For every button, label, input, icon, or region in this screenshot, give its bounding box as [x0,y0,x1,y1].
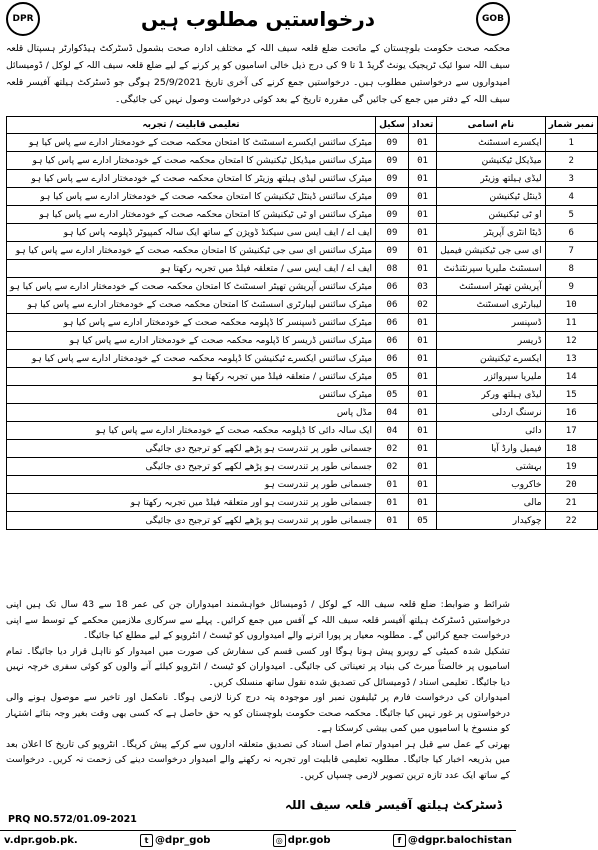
row-number: 12 [545,332,597,350]
post-name: او ٹی ٹیکنیشن [437,206,545,224]
row-number: 20 [545,476,597,494]
post-qualification: میٹرک سائنس ڈسپنسر کا ڈپلومہ محکمہ صحت کے خودمختار ادارے سے پاس کیا ہو [7,314,376,332]
table-row [7,422,598,440]
facebook-handle[interactable] [393,834,512,847]
instagram-icon: ◎ [273,834,286,847]
post-scale: 09 [376,242,409,260]
post-count: 01 [408,134,436,152]
post-qualification: میٹرک سائنس ایکسرے ٹیکنیشن کا ڈپلومہ محکمہ صحت کے خودمختار ادارے سے پاس کیا ہو [7,350,376,368]
row-number: 1 [545,134,597,152]
post-name: دائی [437,422,545,440]
post-count: 01 [408,368,436,386]
post-scale: 05 [376,368,409,386]
post-qualification: مڈل پاس [7,404,376,422]
table-row [7,170,598,188]
instagram-label: dpr.gob [287,835,331,846]
header-scale: سکیل [376,117,409,134]
row-number: 9 [545,278,597,296]
right-logo: GOB [476,2,510,36]
instagram-handle[interactable] [273,834,331,847]
post-count: 05 [408,512,436,530]
table-row [7,242,598,260]
post-qualification: میٹرک سائنس [7,386,376,404]
post-count: 01 [408,476,436,494]
header-no: نمبر شمار [545,117,597,134]
footer [0,830,516,850]
post-qualification: جسمانی طور پر تندرست ہو اور متعلقہ فیلڈ میں تجربہ رکھتا ہو [7,494,376,512]
post-qualification: میٹرک سائنس او ٹی ٹیکنیشن کا امتحان محکمہ صحت کے خودمختار ادارے سے پاس کیا ہو [7,206,376,224]
post-name: بہشتی [437,458,545,476]
post-count: 02 [408,296,436,314]
post-scale: 01 [376,476,409,494]
post-name: مالی [437,494,545,512]
post-count: 01 [408,170,436,188]
page-title: درخواستیں مطلوب ہیں [140,7,376,31]
post-count: 01 [408,224,436,242]
post-name: چوکیدار [437,512,545,530]
post-name: ڈریسر [437,332,545,350]
post-scale: 02 [376,458,409,476]
post-scale: 09 [376,224,409,242]
post-name: خاکروب [437,476,545,494]
post-qualification: جسمانی طور پر تندرست ہو [7,476,376,494]
row-number: 17 [545,422,597,440]
row-number: 10 [545,296,597,314]
table-row [7,206,598,224]
intro-paragraph: محکمہ صحت حکومت بلوچستان کے ماتحت ضلع قلعہ سیف اللہ کے مختلف ادارہ صحت بشمول ڈسٹرکٹ ہیڈکوارٹر ہسپتال قلعہ سیف اللہ سوا ئیک ٹریجیک یونٹ گریڈ 1 تا 9 کی درج ذیل خالی اسامیوں کو پر کرنے کے لیے ضلع قلعہ سیف اللہ کے لوکل / ڈومیسائل امیدواروں سے درخواستیں مطلوب ہیں۔ درخواستیں جمع کرنے کی آخری تاریخ 25/9/2021 ہوگی جو ڈسٹرکٹ ہیلتھ آفیسر قلعہ سیف اللہ کے دفتر میں جمع کی جائیں گی مقررہ تاریخ کے بعد کوئی درخواست وصول نہیں کی جائیگی۔ [6,43,510,105]
post-name: ایکسرے ٹیکنیشن [437,350,545,368]
table-row [7,332,598,350]
post-scale: 08 [376,260,409,278]
post-name: لیڈی ہیلتھ وزیٹر [437,170,545,188]
post-count: 01 [408,422,436,440]
facebook-icon: f [393,834,406,847]
post-scale: 06 [376,296,409,314]
table-header-row [7,117,598,134]
vacancies-table [6,116,598,530]
post-scale: 06 [376,332,409,350]
post-qualification: میٹرک سائنس / متعلقہ فیلڈ میں تجربہ رکھتا ہو [7,368,376,386]
table-row [7,476,598,494]
row-number: 3 [545,170,597,188]
terms-paragraph: امیدواران کی درخواست فارم پر ٹیلیفون نمبر اور موجودہ پتہ درج کرنا لازمی ہوگا۔ نامکمل اور تاخیر سے موصول ہونے والی درخواستوں پر غور نہیں کیا جائیگا۔ محکمہ صحت حکومت بلوچستان کو یہ حق حاصل ہے کہ کسی بھی وقت بغیر وجہ بتائے اشتہار کو منسوخ یا اسامیوں میں کمی بیشی کرسکتا ہے۔ [6,692,510,734]
post-count: 01 [408,332,436,350]
row-number: 14 [545,368,597,386]
post-count: 01 [408,242,436,260]
table-row [7,296,598,314]
row-number: 21 [545,494,597,512]
post-name: فیمیل وارڈ آیا [437,440,545,458]
post-scale: 01 [376,512,409,530]
post-scale: 01 [376,494,409,512]
post-qualification: جسمانی طور پر تندرست ہو پڑھے لکھے کو ترجیح دی جائیگی [7,440,376,458]
post-qualification: جسمانی طور پر تندرست ہو پڑھے لکھے کو ترجیح دی جائیگی [7,458,376,476]
table-row [7,224,598,242]
post-count: 01 [408,386,436,404]
post-qualification: میٹرک سائنس میڈیکل ٹیکنیشن کا امتحان محکمہ صحت کے خودمختار ادارے سے پاس کیا ہو [7,152,376,170]
post-name: آپریشن تھیٹر اسسٹنٹ [437,278,545,296]
row-number: 6 [545,224,597,242]
table-row [7,278,598,296]
table-row [7,512,598,530]
post-name: ایکسرے اسسٹنٹ [437,134,545,152]
post-qualification: میٹرک سائنس آپریشن تھیٹر اسسٹنٹ کا امتحان محکمہ صحت کے خودمختار ادارے سے پاس کیا ہو [7,278,376,296]
post-qualification: ایک سالہ دائی کا ڈپلومہ محکمہ صحت کے خودمختار ادارے سے پاس کیا ہو [7,422,376,440]
table-row [7,350,598,368]
row-number: 2 [545,152,597,170]
post-qualification: میٹرک سائنس لیبارٹری اسسٹنٹ کا امتحان محکمہ صحت کے خودمختار ادارے سے پاس کیا ہو [7,296,376,314]
post-qualification: میٹرک سائنس ڈریسر کا ڈپلومہ محکمہ صحت کے خودمختار ادارے سے پاس کیا ہو [7,332,376,350]
facebook-label: @dgpr.balochistan [407,835,512,846]
post-name: ملیریا سپروائزر [437,368,545,386]
table-row [7,386,598,404]
row-number: 7 [545,242,597,260]
post-name: ای سی جی ٹیکنیشن فیمیل [437,242,545,260]
post-name: میڈیکل ٹیکنیشن [437,152,545,170]
post-qualification: ایف اے / ایف ایس سی سیکنڈ ڈویژن کے ساتھ ایک سالہ کمپیوٹر ڈپلومہ پاس کیا ہو [7,224,376,242]
post-count: 01 [408,458,436,476]
post-scale: 09 [376,188,409,206]
terms-paragraph: بھرتی کے عمل سے قبل ہر امیدوار تمام اصل اسناد کی تصدیق متعلقہ اداروں سے کرکے پیش کریگا۔ انٹرویو کی تاریخ کا اعلان بعد میں بذریعہ اخبار کیا جائیگا۔ مطلوبہ تعلیمی قابلیت اور تجربہ نہ رکھنے والے امیدوار درخواست دینے کی زحمت نہ کریں۔ درخواست کے ساتھ ایک عدد تازہ ترین تصویر لازمی چسپاں کریں۔ [6,738,510,781]
post-qualification: جسمانی طور پر تندرست ہو پڑھے لکھے کو ترجیح دی جائیگی [7,512,376,530]
post-scale: 09 [376,152,409,170]
post-name: ڈسپنسر [437,314,545,332]
table-row [7,494,598,512]
table-row [7,134,598,152]
row-number: 5 [545,206,597,224]
table-row [7,458,598,476]
post-count: 01 [408,314,436,332]
table-row [7,404,598,422]
table-row [7,314,598,332]
signature: ڈسٹرکٹ ہیلتھ آفیسر قلعہ سیف اللہ [284,798,502,812]
post-scale: 04 [376,404,409,422]
post-scale: 09 [376,134,409,152]
post-qualification: ایف اے / ایف ایس سی / متعلقہ فیلڈ میں تجربہ رکھتا ہو [7,260,376,278]
post-qualification: میٹرک سائنس ای سی جی ٹیکنیشن کا امتحان محکمہ صحت کے خودمختار ادارے سے پاس کیا ہو [7,242,376,260]
header-name: نام اسامی [437,117,545,134]
post-scale: 06 [376,314,409,332]
row-number: 19 [545,458,597,476]
terms-section [6,597,510,783]
post-count: 01 [408,188,436,206]
table-row [7,368,598,386]
row-number: 15 [545,386,597,404]
post-count: 01 [408,206,436,224]
left-logo: DPR [6,2,40,36]
row-number: 8 [545,260,597,278]
post-scale: 02 [376,440,409,458]
post-count: 01 [408,152,436,170]
post-count: 01 [408,260,436,278]
table-row [7,440,598,458]
header-count: تعداد [408,117,436,134]
twitter-icon: t [140,834,153,847]
row-number: 18 [545,440,597,458]
post-count: 01 [408,494,436,512]
post-count: 03 [408,278,436,296]
table-row [7,152,598,170]
prq-number: PRQ NO.572/01.09-2021 [8,814,137,825]
post-scale: 05 [376,386,409,404]
table-row [7,188,598,206]
website-link[interactable]: v.dpr.gob.pk. [4,835,78,846]
terms-paragraph: شرائط و ضوابط: ضلع قلعہ سیف اللہ کے لوکل / ڈومیسائل خواہشمند امیدواران جن کی عمر 18 سے 43 سال تک ہیں اپنی درخواستیں ڈسٹرکٹ ہیلتھ آفیسر قلعہ سیف اللہ کے آفس میں جمع کرائیں۔ پہلے سے سرکاری ملازمین محکمے کے توسط سے اپنی درخواست جمع کرائیں گے۔ مطلوبہ معیار پر پورا اترنے والے امیدواروں کو ٹیسٹ / انٹرویو کے لیے مطلع کیا جائیگا۔ [6,599,510,641]
post-name: لیڈی ہیلتھ ورکر [437,386,545,404]
header-qualification: تعلیمی قابلیت / تجربہ [7,117,376,134]
row-number: 4 [545,188,597,206]
post-name: ڈینٹل ٹیکنیشن [437,188,545,206]
post-qualification: میٹرک سائنس لیڈی ہیلتھ وزیٹر کا امتحان محکمہ صحت کے خودمختار ادارے سے پاس کیا ہو [7,170,376,188]
post-scale: 04 [376,422,409,440]
post-qualification: میٹرک سائنس ڈینٹل ٹیکنیشن کا امتحان محکمہ صحت کے خودمختار ادارے سے پاس کیا ہو [7,188,376,206]
post-scale: 09 [376,170,409,188]
post-scale: 06 [376,350,409,368]
row-number: 16 [545,404,597,422]
post-scale: 09 [376,206,409,224]
row-number: 11 [545,314,597,332]
terms-paragraph: تشکیل شدہ کمیٹی کے روبرو پیش ہونا ہوگا اور کسی قسم کی سفارش کی صورت میں امیدوار کو نااہل قرار دیا جائیگا۔ تمام اسامیوں پر خالصتاً میرٹ کی بنیاد پر تعیناتی کی جائیگی۔ امیدواران کو ٹیسٹ / انٹرویو کیلئے آنے والوں کو کوئی سفری خرچہ نہیں دیا جائیگا۔ تعلیمی اسناد / ڈومیسائل کی تصدیق شدہ نقول ساتھ منسلک کریں۔ [6,645,510,688]
post-name: ڈیٹا انٹری آپریٹر [437,224,545,242]
post-name: نرسنگ اردلی [437,404,545,422]
post-count: 01 [408,404,436,422]
post-name: اسسٹنٹ ملیریا سپرنٹنڈنٹ [437,260,545,278]
post-scale: 06 [376,278,409,296]
twitter-label: @dpr_gob [155,835,211,846]
header [0,0,516,38]
twitter-handle[interactable] [140,834,210,847]
table-row [7,260,598,278]
post-count: 01 [408,350,436,368]
row-number: 22 [545,512,597,530]
post-name: لیبارٹری اسسٹنٹ [437,296,545,314]
post-qualification: میٹرک سائنس ایکسرے اسسٹنٹ کا امتحان محکمہ صحت کے خودمختار ادارے سے پاس کیا ہو [7,134,376,152]
row-number: 13 [545,350,597,368]
post-count: 01 [408,440,436,458]
